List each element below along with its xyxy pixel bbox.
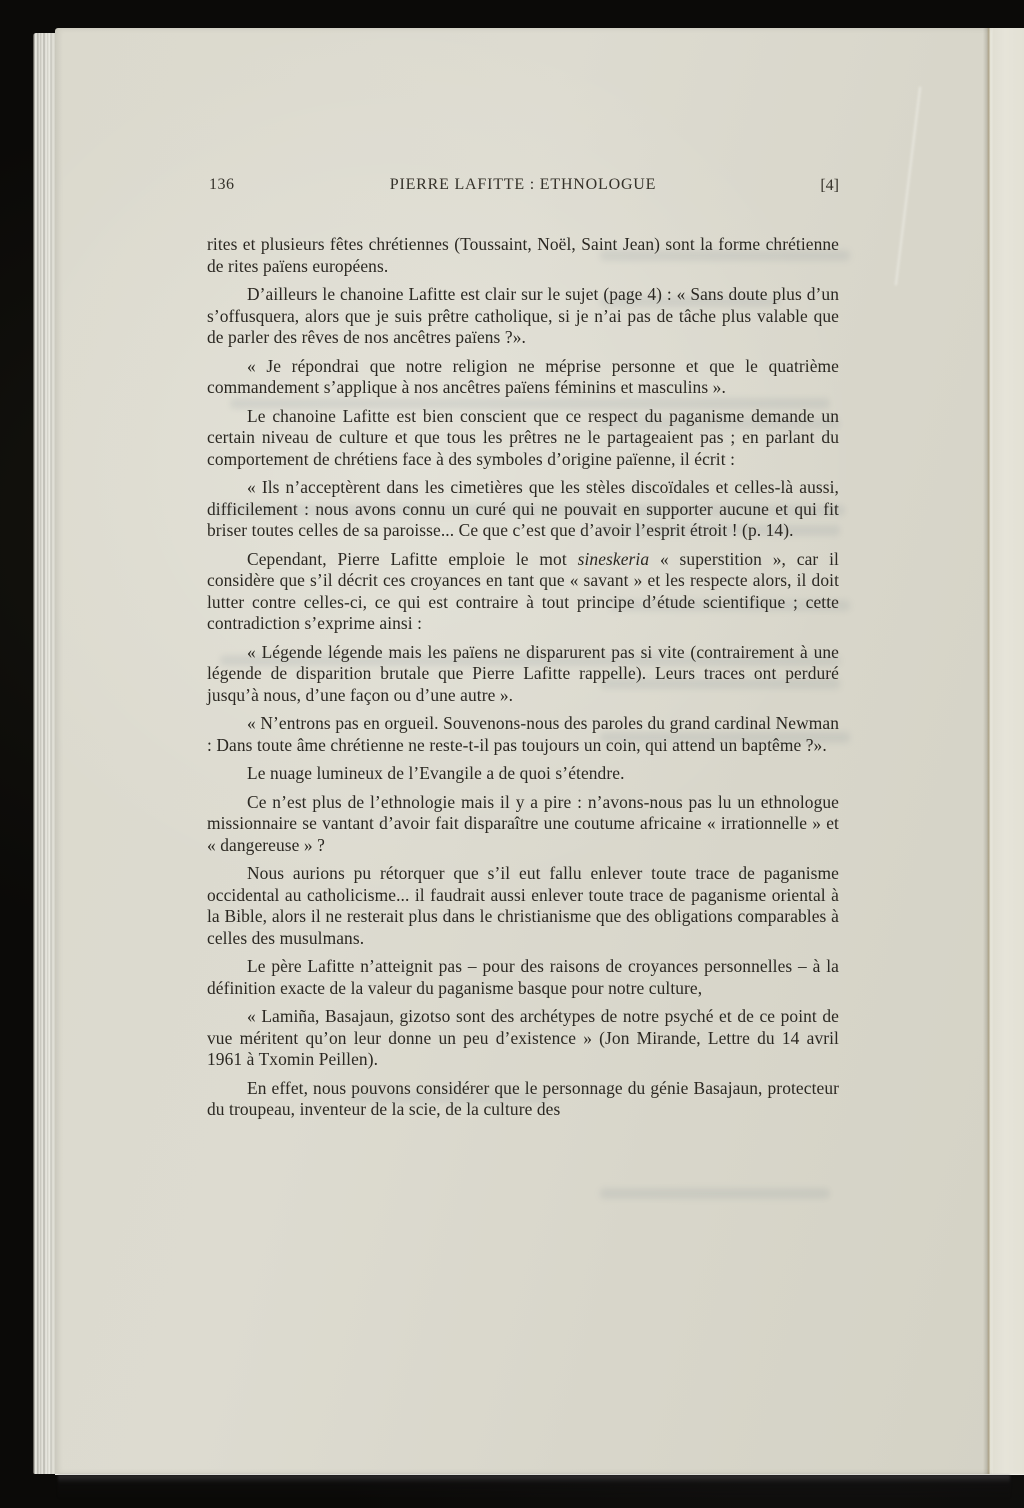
running-title: PIERRE LAFITTE : ETHNOLOGUE [389,176,657,193]
paper-crease [895,87,921,286]
paragraph: Nous aurions pu rétorquer que s’il eut fallu enlever toute trace de paganisme occidental au catholicisme... il faudrait aussi enlever toute trace de paganisme oriental à la Bible, alors il ne resterait plus dans le christianisme que des obligations comparables à celles des musulmans. [207,863,839,948]
paragraph: D’ailleurs le chanoine Lafitte est clair sur le sujet (page 4) : « Sans doute plus d’un s’offusquera, alors que je suis prêtre catholique, si je n’ai pas de tâche plus valable que de parler des rêves de nos ancêtres païens ?». [207,284,839,347]
paragraph: Le chanoine Lafitte est bien conscient que ce respect du paganisme demande un certain niveau de culture et que tous les prêtres ne le partageaient pas ; en parlant du comportement de chrétiens face à des symboles d’origine païenne, il écrit : [207,405,839,469]
show-through-smudge [600,1188,830,1199]
paragraph: Le nuage lumineux de l’Evangile a de quoi s’étendre. [247,763,625,783]
paragraph: Le père Lafitte n’atteignit pas – pour des raisons de croyances personnelles – à la définition exacte de la valeur du paganisme basque pour notre culture, [207,956,839,998]
paragraph: Cependant, Pierre Lafitte emploie le mot sineskeria « superstition », car il considère que s’il décrit ces croyances en tant que « savant » et les respecte alors, il doit lutter contre celles-ci, ce qui est contraire à tout principe d’étude scientifique ; cette contradiction s’exprime ainsi : [207,548,839,633]
paragraph: « Légende légende mais les païens ne disparurent pas si vite (contrairement à une légende de disparition brutale que Pierre Lafitte rappelle). Leurs traces ont perduré jusqu’à nous, d’une façon ou d’une autre ». [207,641,839,705]
paragraph: rites et plusieurs fêtes chrétiennes (Toussaint, Noël, Saint Jean) sont la forme chrétienne de rites païens européens. [207,234,839,276]
page-edge-stack [33,33,55,1474]
issue-marker: [4] [820,177,839,194]
paragraph: « Ils n’acceptèrent dans les cimetières que les stèles discoïdales et celles-là aussi, difficilement : nous avons connu un curé qui ne pouvait en supporter aucune et qui fit briser toutes celles de sa paroisse... Ce que c’est que d’avoir l’esprit étroit ! (p. 14). [207,477,839,540]
page-bottom-shadow [58,1475,1010,1499]
running-header [207,176,839,198]
paragraph: En effet, nous pouvons considérer que le personnage du génie Basajaun, protecteur du troupeau, inventeur de la scie, de la culture des [207,1077,839,1119]
paragraph: Ce n’est plus de l’ethnologie mais il y a pire : n’avons-nous pas lu un ethnologue missionnaire se vantant d’avoir fait disparaître une coutume africaine « irrationnelle » et « dangereuse » ? [207,791,839,855]
page-number: 136 [209,176,235,193]
body-text [207,234,839,1128]
paragraph: « N’entrons pas en orgueil. Souvenons-nous des paroles du grand cardinal Newman : Dans toute âme chrétienne ne reste-t-il pas toujours un coin, qui attend un baptême ?». [207,713,839,755]
gutter-fold [983,28,993,1474]
facing-page-edge [992,28,1024,1474]
paragraph: « Je répondrai que notre religion ne méprise personne et que le quatrième commandement s’applique à nos ancêtres païens féminins et masculins ». [207,355,839,397]
book-page [55,28,1024,1475]
paragraph: « Lamiña, Basajaun, gizotso sont des archétypes de notre psyché et de ce point de vue méritent qu’on leur donne un peu d’existence » (Jon Mirande, Lettre du 14 avril 1961 à Txomin Peillen). [207,1006,839,1069]
